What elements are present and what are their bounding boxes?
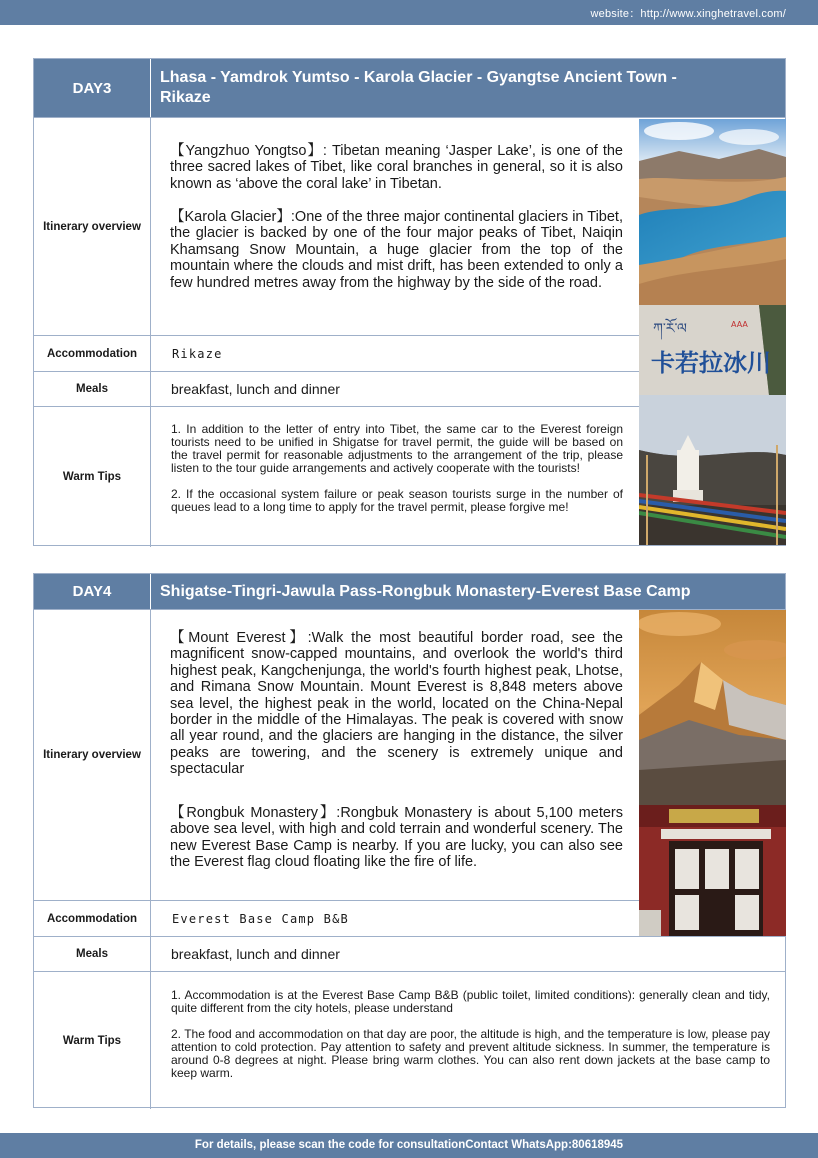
meals-row (34, 936, 785, 971)
prayer-flags-photo (639, 395, 786, 545)
day-title: Shigatse-Tingri-Jawula Pass-Rongbuk Monastery-Everest Base Camp (160, 583, 691, 600)
meals-value: breakfast, lunch and dinner (171, 381, 340, 397)
overview-paragraph: 【Mount Everest】:Walk the most beautiful border road, see the magnificent snow-capped mountains, and overlook the world's third highest peak, Kangchenjunga, the world's fourth highest peak, Lhotse, and Rimana Snow Mountain. Mount Everest is 8,848 meters above sea level, the highest peak in the world, located on the China-Nepal border in the middle of the Himalayas. The peak is covered with snow all year round, and the glaciers are hanging in the distance, the silver peaks are towering, and the scenery is extremely unique and spectacular (170, 630, 623, 778)
meals-label: Meals (34, 937, 151, 971)
overview-paragraph: 【Karola Glacier】:One of the three major continental glaciers in Tibet, the glacier is backed by one of the four major peaks of Tibet, Naiqin Khamsang Snow Mountain, a huge glacier from the top of the mountain where the clouds and mist drift, has been extended to only a few hundred metres away from the highway by the side of the road. (170, 209, 623, 291)
overview-paragraph: 【Rongbuk Monastery】:Rongbuk Monastery is about 5,100 meters above sea level, with high and cold terrain and wonderful scenery. The new Everest Base Camp is nearby. If you are lucky, you can also see the Everest flag cloud floating like the fire of life. (170, 805, 623, 871)
tip-item: 2. The food and accommodation on that day are poor, the altitude is high, and the temperature is low, please pay attention to cold protection. Pay attention to safety and prevent altitude sickness. In summer, the temperature is around 0-8 degrees at night. Please bring warm clothes. You can also rent down jackets at the base camp to keep warm. (171, 1027, 770, 1080)
overview-label: Itinerary overview (34, 610, 151, 900)
top-banner (0, 0, 818, 25)
day4-header (34, 574, 785, 609)
footer-contact: For details, please scan the code for consultationContact WhatsApp:80618945 (194, 1139, 624, 1151)
overview-label: Itinerary overview (34, 118, 151, 335)
meals-value: breakfast, lunch and dinner (171, 946, 340, 962)
day-title: Lhasa - Yamdrok Yumtso - Karola Glacier - Gyangtse Ancient Town - Rikaze (160, 69, 677, 106)
tips-label: Warm Tips (34, 972, 151, 1109)
accommodation-value: Everest Base Camp B&B (172, 911, 349, 926)
tips-row (34, 971, 785, 1109)
overview-paragraph: 【Yangzhuo Yongtso】: Tibetan meaning ‘Jasper Lake’, is one of the three sacred lakes of Tibet, like coral branches in general, so it is also known as ‘above the coral lake’ in Tibetan. (170, 143, 623, 192)
tip-item: 2. If the occasional system failure or peak season tourists surge in the number of queues lead to a long time to apply for the travel permit, please forgive me! (171, 487, 623, 514)
rongbuk-monastery-photo (639, 805, 786, 936)
day-label: DAY4 (34, 574, 151, 609)
everest-photo (639, 610, 786, 805)
overview-content (152, 610, 639, 900)
accommodation-value: Rikaze (172, 346, 223, 361)
footer-banner (0, 1133, 818, 1158)
day3-header (34, 59, 785, 117)
website-link[interactable]: website：http://www.xinghetravel.com/ (590, 8, 786, 20)
accommodation-label: Accommodation (34, 901, 151, 936)
yamdrok-lake-photo (639, 119, 786, 305)
overview-content (152, 118, 639, 335)
accommodation-label: Accommodation (34, 336, 151, 371)
day-label: DAY3 (34, 59, 151, 117)
meals-label: Meals (34, 372, 151, 406)
svg-text:ཀ་རོ་ལ: ཀ་རོ་ལ (653, 321, 687, 337)
day3-block (33, 58, 786, 546)
tips-label: Warm Tips (34, 407, 151, 547)
tip-item: 1. In addition to the letter of entry into Tibet, the same car to the Everest foreign tourists need to be unified in Shigatse for travel permit, the guide will be based on the travel permit for reasonable adjustments to the arrangement of the trip, please listen to the tour guide arrangements and actively cooperate with the tourists! (171, 422, 623, 475)
svg-text:AAA: AAA (731, 320, 748, 329)
tip-item: 1. Accommodation is at the Everest Base Camp B&B (public toilet, limited conditions): generally clean and tidy, quite different from the city hotels, please understand (171, 988, 770, 1015)
day4-block (33, 573, 786, 1108)
glacier-sign-text: 卡若拉冰川 (651, 349, 771, 377)
karola-glacier-sign-photo (639, 305, 786, 395)
